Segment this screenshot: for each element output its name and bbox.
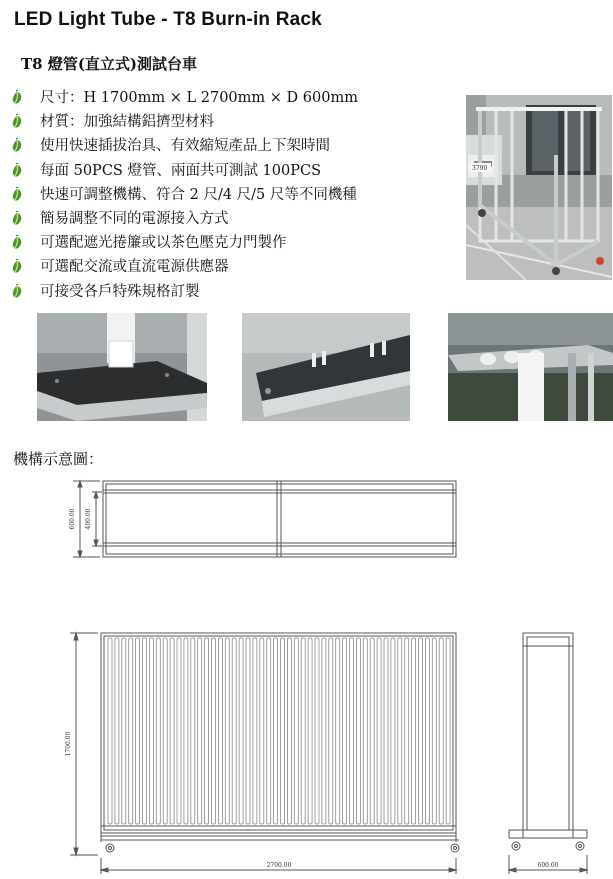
tube-outline [239, 638, 243, 824]
tube-outline [122, 638, 126, 824]
spec-text: 可選配交流或直流電源供應器 [40, 259, 229, 276]
spec-text: 尺寸：H 1700mm × L 2700mm × D 600mm [40, 90, 358, 106]
tube-outline [356, 638, 360, 824]
tube-outline [336, 638, 340, 824]
leaf-bullet-icon [10, 235, 24, 250]
tube-outline [267, 638, 271, 824]
tube-outline [391, 638, 395, 824]
tube-outline [129, 638, 133, 824]
diagram-section-label: 機構示意圖： [13, 450, 104, 468]
leaf-bullet-icon [10, 284, 24, 299]
tube-outline [253, 638, 257, 824]
spec-text: 快速可調整機構、符合 2 尺/4 尺/5 尺等不同機種 [40, 186, 357, 203]
spec-text: 材質：加強結構鋁擠型材料 [40, 114, 214, 131]
spec-text: 可接受各戶特殊規格訂製 [40, 283, 200, 300]
plate-text: 3790 [472, 165, 488, 172]
tube-outline [260, 638, 264, 824]
tube-outline [184, 638, 188, 824]
leaf-bullet-icon [10, 163, 24, 178]
tube-outline [170, 638, 174, 824]
tube-outline [143, 638, 147, 824]
tube-outline [439, 638, 443, 824]
tube-outline [308, 638, 312, 824]
fixture-detail-photo-1 [37, 313, 207, 421]
product-subtitle: T8 燈管(直立式)測試台車 [21, 55, 198, 73]
spec-text: 使用快速插拔治具、有效縮短產品上下架時間 [40, 138, 330, 155]
tube-outline [432, 638, 436, 824]
tube-outline [329, 638, 333, 824]
tube-outline [370, 638, 374, 824]
front-view-length-label: 2700.00 [266, 862, 292, 869]
tube-outline [363, 638, 367, 824]
tube-outline [405, 638, 409, 824]
tube-outline [419, 638, 423, 824]
front-view-casters [106, 840, 459, 852]
tube-outline [322, 638, 326, 824]
leaf-bullet-icon [10, 211, 24, 226]
tube-outline [156, 638, 160, 824]
spec-text: 簡易調整不同的電源接入方式 [40, 210, 229, 227]
tube-outline [108, 638, 112, 824]
tube-outline [191, 638, 195, 824]
tube-outline [343, 638, 347, 824]
tube-outline [198, 638, 202, 824]
tube-outline [232, 638, 236, 824]
rack-cart-photo [466, 95, 612, 280]
tube-outline [115, 638, 119, 824]
tube-outline [315, 638, 319, 824]
tube-outline [384, 638, 388, 824]
leaf-bullet-icon [10, 114, 24, 129]
fixture-detail-photo-2 [242, 313, 410, 421]
tube-outline [218, 638, 222, 824]
side-view-depth-label: 600.00 [537, 862, 559, 869]
tube-outline [350, 638, 354, 824]
top-view-drawing [73, 481, 456, 557]
side-view-drawing [509, 633, 587, 874]
tube-outline [425, 638, 429, 824]
tube-outline [212, 638, 216, 824]
tube-outline [163, 638, 167, 824]
tube-outline [246, 638, 250, 824]
mechanical-drawing [0, 470, 613, 879]
tube-outline [446, 638, 450, 824]
top-view-depth-label: 600.00 [69, 508, 76, 530]
tube-outline [294, 638, 298, 824]
spec-text: 每面 50PCS 燈管、兩面共可測試 100PCS [40, 162, 322, 179]
tube-outline [301, 638, 305, 824]
tube-outline [398, 638, 402, 824]
tube-outline [281, 638, 285, 824]
tube-outline [177, 638, 181, 824]
spec-text: 可選配遮光捲簾或以茶色壓克力門製作 [40, 235, 287, 252]
tube-outline [287, 638, 291, 824]
front-view-drawing [101, 633, 456, 842]
leaf-bullet-icon [10, 90, 24, 105]
leaf-bullet-icon [10, 259, 24, 274]
leaf-bullet-icon [10, 138, 24, 153]
tube-outline [205, 638, 209, 824]
tube-outline [377, 638, 381, 824]
tube-outline [412, 638, 416, 824]
leaf-bullet-icon [10, 187, 24, 202]
front-view-tubes [108, 638, 450, 824]
tube-outline [149, 638, 153, 824]
tube-outline [136, 638, 140, 824]
tube-rack-detail-photo [448, 313, 613, 421]
top-view-inner-depth-label: 400.00 [85, 508, 92, 530]
page-title: LED Light Tube - T8 Burn-in Rack [14, 9, 322, 30]
front-view-height-label: 1700.00 [65, 731, 72, 757]
tube-outline [225, 638, 229, 824]
tube-outline [274, 638, 278, 824]
